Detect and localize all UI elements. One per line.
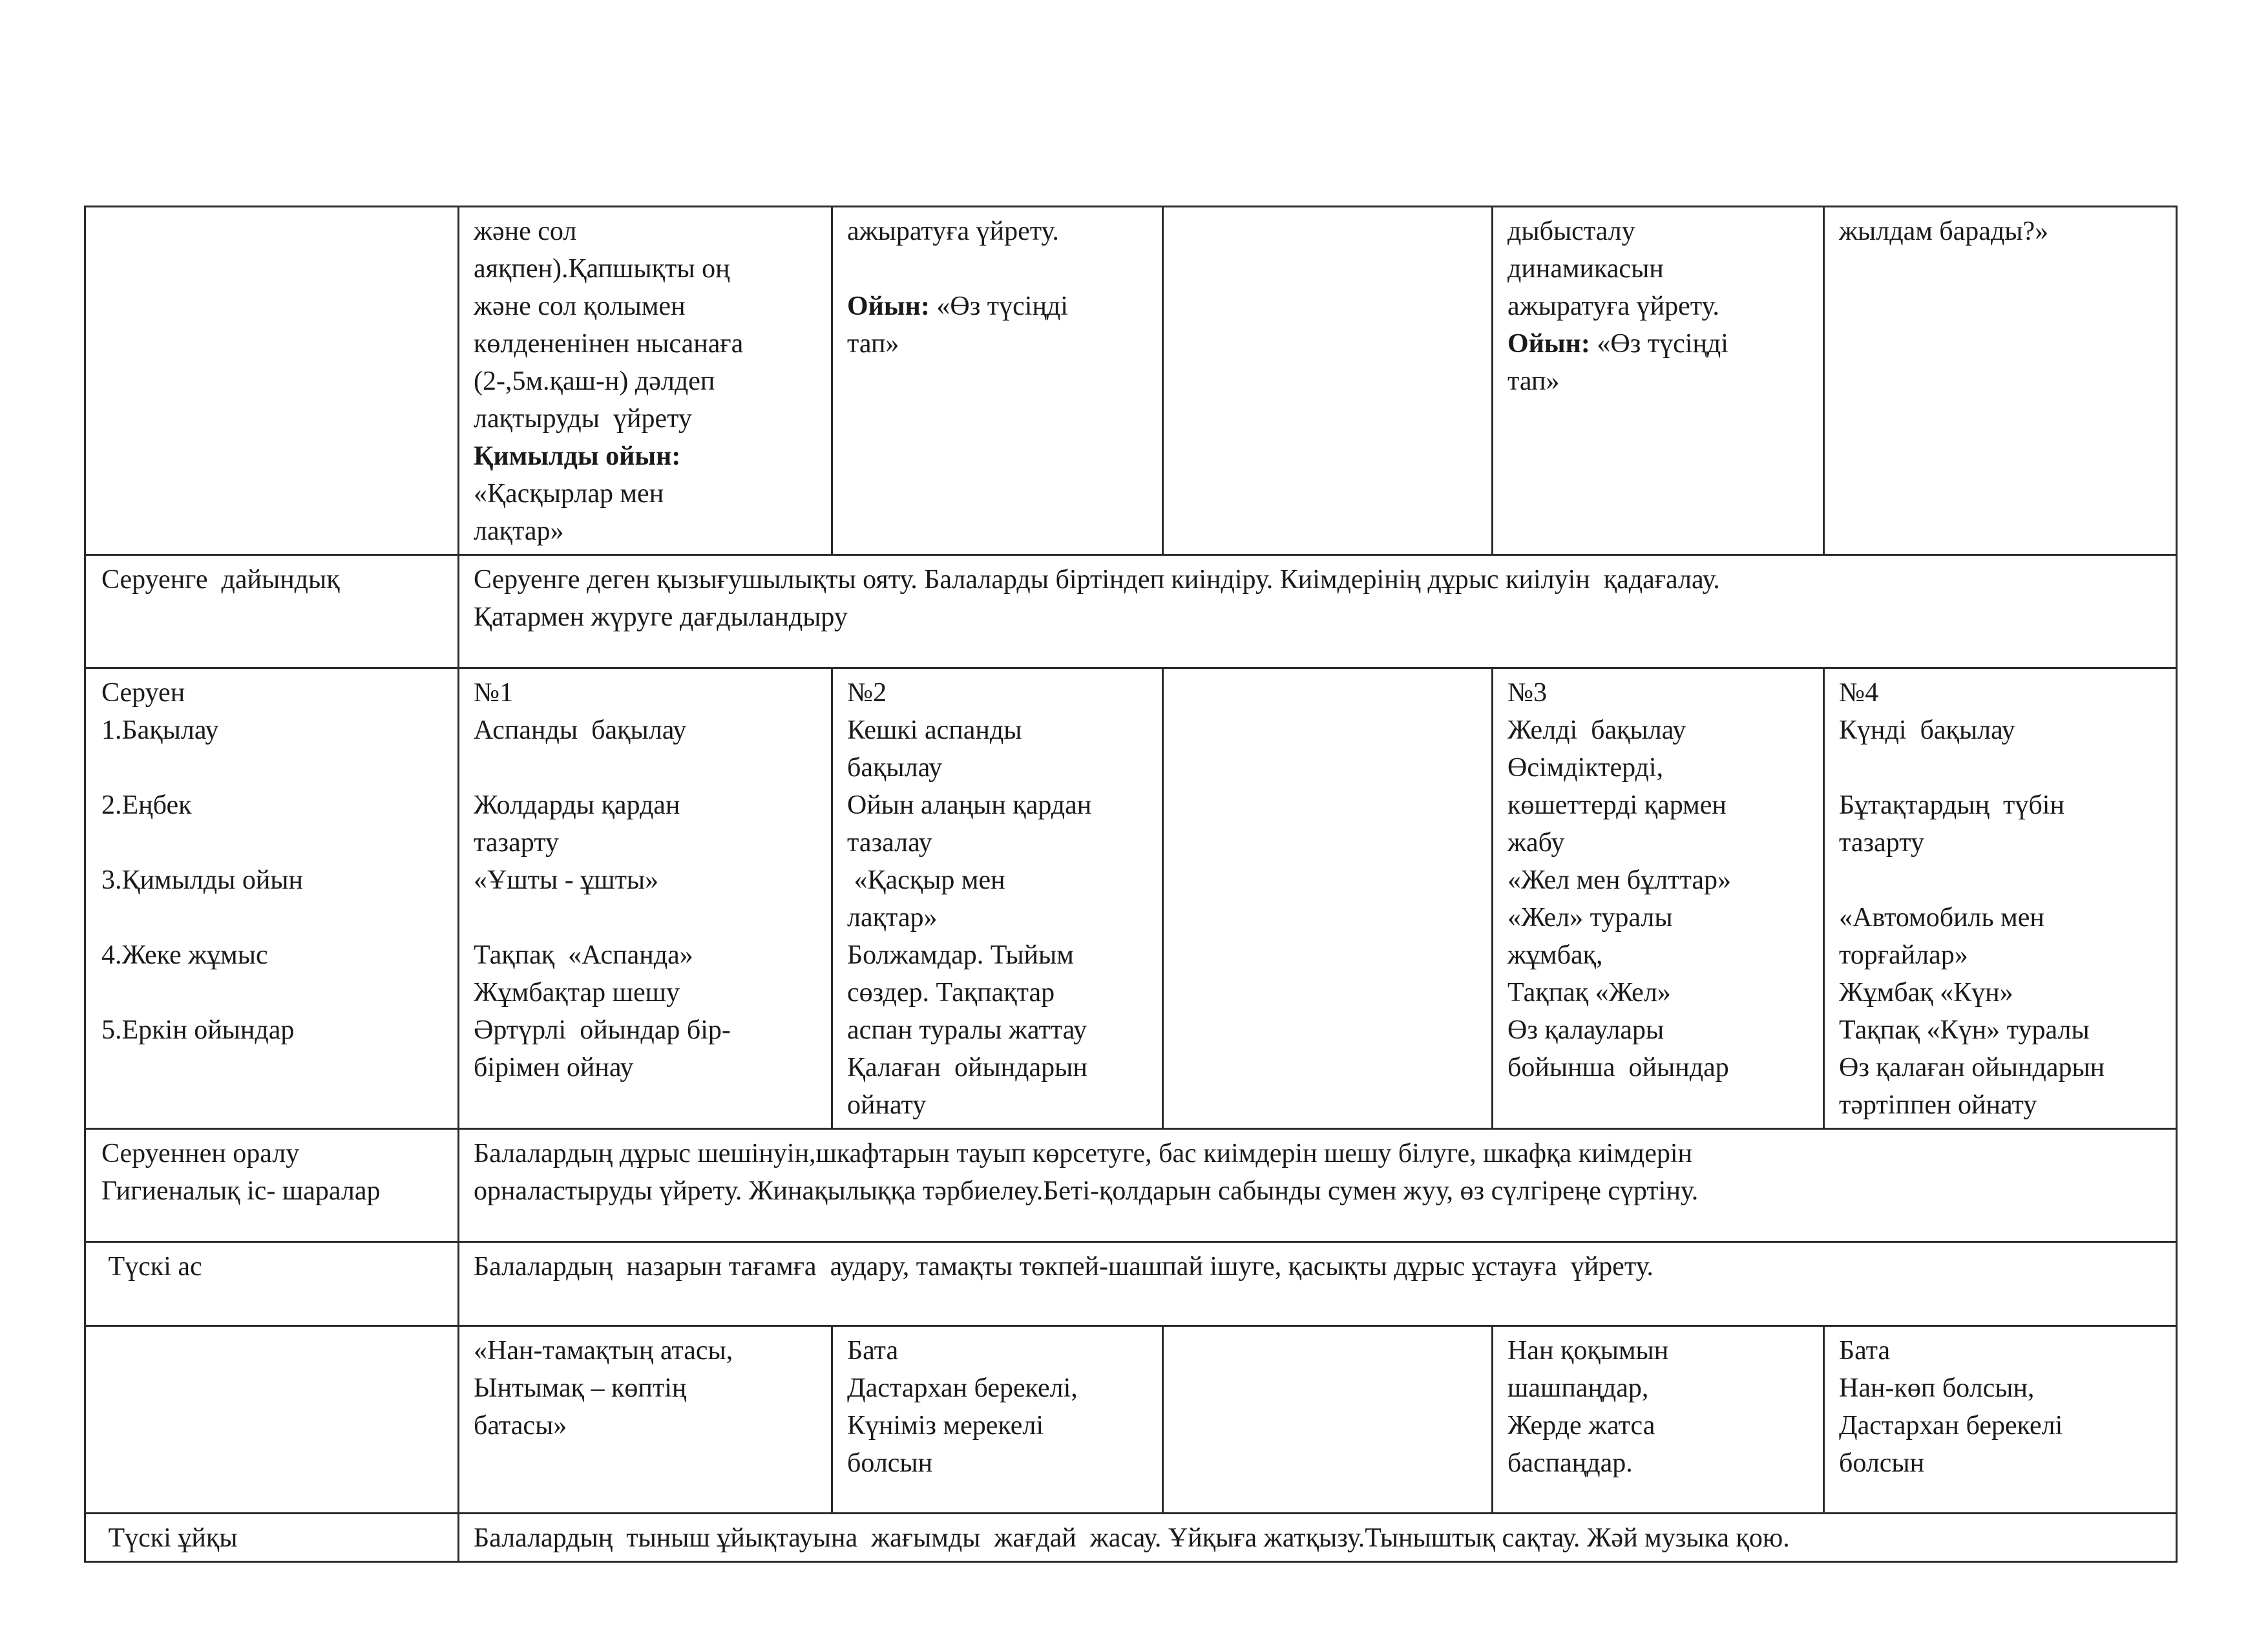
text-line — [1839, 787, 2165, 824]
table-row — [85, 207, 2177, 555]
text-line — [1839, 674, 2165, 712]
text-line — [1839, 1011, 2165, 1049]
table-cell — [459, 668, 832, 1129]
row-label-cell — [85, 1514, 459, 1562]
line-text: Бата — [847, 1336, 899, 1366]
text-line — [1839, 824, 2165, 861]
line-text: Серуенге деген қызығушылықты ояту. Балаларды біртіндеп киіндіру. Киімдерінің дұрыс киілуін қадағалау. — [474, 565, 1720, 595]
table-cell — [459, 1326, 832, 1514]
line-text: №1 — [474, 678, 514, 708]
line-text: тап» — [847, 329, 899, 359]
line-text: «Қасқырлар мен — [474, 479, 664, 509]
line-text: бірімен ойнау — [474, 1053, 634, 1083]
line-text: Жерде жатса — [1507, 1411, 1655, 1441]
line-text: жұмбақ, — [1507, 940, 1603, 970]
line-text: ойнату — [847, 1090, 927, 1120]
line-text: Балалардың тыныш ұйықтауына жағымды жағдай жасау. Ұйқыға жатқызу.Тыныштық сақтау. Жәй музыка қою. — [474, 1523, 1790, 1553]
line-text: Жолдарды қардан — [474, 790, 680, 820]
line-text: Өз қалаулары — [1507, 1015, 1664, 1045]
table-row — [85, 1514, 2177, 1562]
line-text: динамикасын — [1507, 254, 1664, 284]
table-cell — [1163, 207, 1493, 555]
blank-line — [1839, 749, 2165, 787]
line-text: Бұтақтардың түбін — [1839, 790, 2064, 820]
table-cell — [1824, 668, 2177, 1129]
text-line — [847, 1332, 1151, 1369]
blank-line — [101, 749, 447, 787]
table-cell — [1493, 207, 1824, 555]
line-text: Кешкі аспанды — [847, 715, 1022, 745]
merged-cell — [459, 1242, 2177, 1326]
table-cell — [832, 1326, 1163, 1514]
line-text: ажыратуға үйрету. — [847, 217, 1059, 246]
text-line — [1507, 250, 1812, 288]
line-text: шашпаңдар, — [1507, 1373, 1649, 1403]
text-line — [474, 712, 821, 749]
daily-plan-table — [84, 206, 2178, 1563]
line-text: және сол қолымен — [474, 291, 686, 321]
text-line — [1507, 363, 1812, 400]
row-label-cell — [85, 1129, 459, 1242]
text-line — [474, 787, 821, 824]
table-cell — [1824, 1326, 2177, 1514]
line-text: жабу — [1507, 828, 1565, 858]
line-text: «Өз түсіңді — [1590, 329, 1728, 359]
line-text: Тақпақ «Жел» — [1507, 978, 1671, 1008]
blank-line — [847, 250, 1151, 288]
text-line — [1839, 936, 2165, 974]
line-text: Күнді бақылау — [1839, 715, 2015, 745]
line-text: Ойын алаңын қардан — [847, 790, 1092, 820]
line-text: көлдененінен нысанаға — [474, 329, 744, 359]
text-line — [1839, 1444, 2165, 1482]
bold-label: Ойын: — [1507, 329, 1590, 359]
row-label-cell — [85, 207, 459, 555]
blank-line — [474, 899, 821, 936]
table-cell — [1163, 1326, 1493, 1514]
line-text: ажыратуға үйрету. — [1507, 291, 1719, 321]
text-line — [1507, 1011, 1812, 1049]
line-text: Серуеннен оралу — [101, 1139, 300, 1168]
text-line — [101, 1519, 447, 1557]
text-line — [1507, 787, 1812, 824]
text-line — [474, 325, 821, 363]
text-line — [474, 674, 821, 712]
text-line — [1507, 899, 1812, 936]
line-text: Аспанды бақылау — [474, 715, 687, 745]
line-text: Жұмбақ «Күн» — [1839, 978, 2013, 1008]
text-line — [847, 974, 1151, 1011]
line-text: бойынша ойындар — [1507, 1053, 1729, 1083]
blank-line — [474, 749, 821, 787]
text-line — [1507, 1049, 1812, 1086]
text-line — [1507, 674, 1812, 712]
text-line — [474, 1369, 821, 1407]
line-text: 1.Бақылау — [101, 715, 219, 745]
blank-line — [1839, 861, 2165, 899]
text-line — [474, 288, 821, 325]
text-line — [1507, 1444, 1812, 1482]
text-line — [1507, 824, 1812, 861]
text-line — [101, 1011, 447, 1049]
text-line — [1507, 288, 1812, 325]
line-text: тазарту — [1839, 828, 1924, 858]
text-line — [1839, 213, 2165, 250]
text-line — [474, 1332, 821, 1369]
text-line — [474, 250, 821, 288]
text-line — [847, 325, 1151, 363]
table-cell — [1493, 668, 1824, 1129]
text-line — [1839, 1369, 2165, 1407]
text-line — [847, 1049, 1151, 1086]
text-line — [847, 749, 1151, 787]
text-line — [847, 288, 1151, 325]
table-row — [85, 1242, 2177, 1326]
line-text: Дастархан берекелі, — [847, 1373, 1078, 1403]
line-text: №2 — [847, 678, 887, 708]
line-text: Желді бақылау — [1507, 715, 1686, 745]
table-cell — [1493, 1326, 1824, 1514]
text-line — [847, 1011, 1151, 1049]
text-line — [847, 824, 1151, 861]
line-text: Ынтымақ – көптің — [474, 1373, 687, 1403]
text-line — [847, 213, 1151, 250]
table-row — [85, 1129, 2177, 1242]
line-text: Түскі ұйқы — [101, 1523, 238, 1553]
text-line — [474, 1248, 2165, 1285]
table-row — [85, 668, 2177, 1129]
line-text: «Қасқыр мен — [847, 865, 1005, 895]
text-line — [101, 674, 447, 712]
line-text: бақылау — [847, 753, 943, 783]
line-text: аспан туралы жаттау — [847, 1015, 1087, 1045]
line-text: болсын — [1839, 1448, 1925, 1478]
text-line — [847, 1407, 1151, 1444]
text-line — [474, 1011, 821, 1049]
line-text: №4 — [1839, 678, 1879, 708]
row-label-cell — [85, 1242, 459, 1326]
merged-cell — [459, 555, 2177, 668]
text-line — [101, 1172, 447, 1210]
line-text: орналастыруды үйрету. Жинақылыққа тәрбиелеу.Беті-қолдарын сабынды сумен жуу, өз сүлгіреңе сүртіну. — [474, 1176, 1699, 1206]
text-line — [101, 561, 447, 598]
merged-cell — [459, 1129, 2177, 1242]
line-text: «Өз түсіңді — [929, 291, 1068, 321]
table-cell — [1824, 207, 2177, 555]
text-line — [1507, 1407, 1812, 1444]
line-text: 2.Еңбек — [101, 790, 192, 820]
text-line — [1839, 1407, 2165, 1444]
text-line — [847, 787, 1151, 824]
text-line — [474, 363, 821, 400]
line-text: баспаңдар. — [1507, 1448, 1633, 1478]
bold-label: Қимылды ойын: — [474, 441, 681, 471]
line-text: Нан қоқымын — [1507, 1336, 1669, 1366]
line-text: Болжамдар. Тыйым — [847, 940, 1074, 970]
line-text: Жұмбақтар шешу — [474, 978, 680, 1008]
text-line — [474, 561, 2165, 598]
text-line — [1839, 899, 2165, 936]
line-text: сөздер. Тақпақтар — [847, 978, 1055, 1008]
line-text: тазалау — [847, 828, 932, 858]
text-line — [474, 512, 821, 550]
line-text: Гигиеналық іс- шаралар — [101, 1176, 381, 1206]
text-line — [1507, 936, 1812, 974]
text-line — [1507, 213, 1812, 250]
text-line — [1839, 1086, 2165, 1124]
text-line — [101, 936, 447, 974]
text-line — [101, 1135, 447, 1172]
text-line — [474, 213, 821, 250]
text-line — [1839, 1049, 2165, 1086]
text-line — [101, 712, 447, 749]
text-line — [847, 861, 1151, 899]
line-text: Қалаған ойындарын — [847, 1053, 1087, 1083]
line-text: Балалардың назарын тағамға аудару, тамақты төкпей-шашпай ішуге, қасықты дұрыс ұстауға үйрету. — [474, 1252, 1654, 1282]
line-text: Балалардың дұрыс шешінуін,шкафтарын тауып көрсетуге, бас киімдерін шешу білуге, шкафқа киімдерін — [474, 1139, 1692, 1168]
text-line — [101, 861, 447, 899]
text-line — [474, 1135, 2165, 1172]
text-line — [1507, 325, 1812, 363]
text-line — [1507, 1369, 1812, 1407]
merged-cell — [459, 1514, 2177, 1562]
text-line — [847, 936, 1151, 974]
line-text: Түскі ас — [101, 1252, 202, 1282]
blank-line — [101, 824, 447, 861]
line-text: лақтар» — [847, 903, 938, 933]
text-line — [474, 1519, 2165, 1557]
line-text: «Ұшты - ұшты» — [474, 865, 659, 895]
table-cell — [1163, 668, 1493, 1129]
table-cell — [832, 207, 1163, 555]
line-text: «Жел мен бұлттар» — [1507, 865, 1731, 895]
table-cell — [459, 207, 832, 555]
text-line — [474, 400, 821, 438]
table-row — [85, 555, 2177, 668]
text-line — [474, 824, 821, 861]
text-line — [847, 674, 1151, 712]
line-text: лақтар» — [474, 516, 564, 546]
text-line — [1507, 749, 1812, 787]
line-text: Нан-көп болсын, — [1839, 1373, 2035, 1403]
text-line — [474, 974, 821, 1011]
row-label-cell — [85, 1326, 459, 1514]
text-line — [847, 1444, 1151, 1482]
text-line — [847, 899, 1151, 936]
line-text: Серуенге дайындық — [101, 565, 340, 595]
line-text: дыбысталу — [1507, 217, 1635, 246]
line-text: №3 — [1507, 678, 1548, 708]
text-line — [1507, 712, 1812, 749]
line-text: Серуен — [101, 678, 185, 708]
line-text: батасы» — [474, 1411, 567, 1441]
text-line — [474, 1049, 821, 1086]
line-text: жылдам барады?» — [1839, 217, 2049, 246]
line-text: Өз қалаған ойындарын — [1839, 1053, 2105, 1083]
line-text: (2-,5м.қаш-н) дәлдеп — [474, 366, 715, 396]
line-text: «Жел» туралы — [1507, 903, 1673, 933]
row-label-cell — [85, 555, 459, 668]
line-text: Күніміз мерекелі — [847, 1411, 1044, 1441]
bold-label: Ойын: — [847, 291, 930, 321]
text-line — [474, 1407, 821, 1444]
text-line — [101, 787, 447, 824]
line-text: Әртүрлі ойындар бір- — [474, 1015, 731, 1045]
line-text: тап» — [1507, 366, 1560, 396]
line-text: Қатармен жүруге дағдыландыру — [474, 602, 848, 632]
text-line — [847, 1369, 1151, 1407]
text-line — [1839, 974, 2165, 1011]
line-text: Тақпақ «Күн» туралы — [1839, 1015, 2090, 1045]
line-text: тәртіппен ойнату — [1839, 1090, 2037, 1120]
text-line — [847, 712, 1151, 749]
line-text: 5.Еркін ойындар — [101, 1015, 295, 1045]
line-text: Бата — [1839, 1336, 1891, 1366]
text-line — [474, 598, 2165, 636]
text-line — [1839, 712, 2165, 749]
line-text: 3.Қимылды ойын — [101, 865, 304, 895]
table-row — [85, 1326, 2177, 1514]
line-text: торғайлар» — [1839, 940, 1968, 970]
text-line — [847, 1086, 1151, 1124]
line-text: Өсімдіктерді, — [1507, 753, 1664, 783]
line-text: болсын — [847, 1448, 933, 1478]
line-text: және сол — [474, 217, 577, 246]
text-line — [1507, 861, 1812, 899]
text-line — [474, 475, 821, 512]
line-text: Тақпақ «Аспанда» — [474, 940, 693, 970]
line-text: көшеттерді қармен — [1507, 790, 1727, 820]
text-line — [474, 438, 821, 475]
table-cell — [832, 668, 1163, 1129]
line-text: Дастархан берекелі — [1839, 1411, 2063, 1441]
blank-line — [101, 974, 447, 1011]
text-line — [101, 1248, 447, 1285]
line-text: «Нан-тамақтың атасы, — [474, 1336, 733, 1366]
line-text: 4.Жеке жұмыс — [101, 940, 268, 970]
text-line — [1507, 1332, 1812, 1369]
line-text: лақтыруды үйрету — [474, 404, 692, 434]
line-text: «Автомобиль мен — [1839, 903, 2044, 933]
text-line — [474, 1172, 2165, 1210]
text-line — [1507, 974, 1812, 1011]
text-line — [1839, 1332, 2165, 1369]
text-line — [474, 936, 821, 974]
text-line — [474, 861, 821, 899]
line-text: аяқпен).Қапшықты оң — [474, 254, 730, 284]
row-label-cell — [85, 668, 459, 1129]
blank-line — [101, 899, 447, 936]
line-text: тазарту — [474, 828, 559, 858]
